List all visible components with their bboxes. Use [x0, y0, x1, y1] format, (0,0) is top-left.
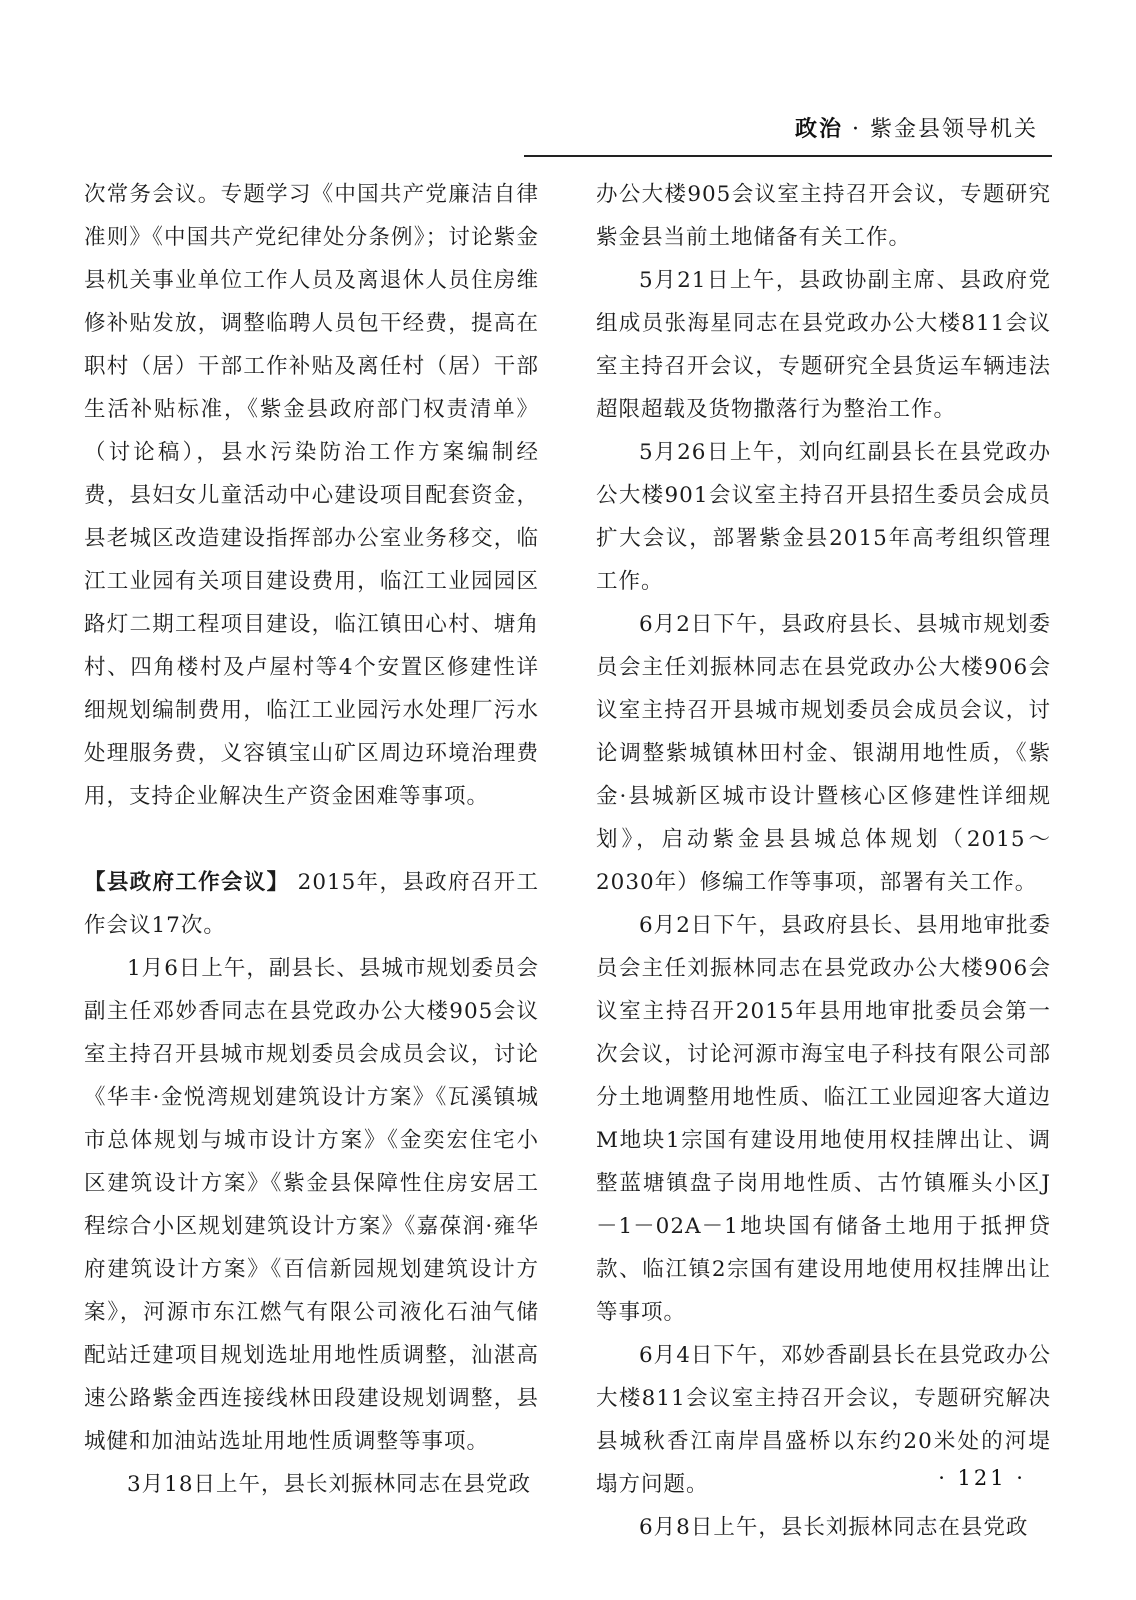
- header-section: 政治: [794, 117, 843, 142]
- section-title: 【县政府工作会议】: [84, 870, 290, 895]
- paragraph: 3月18日上午，县长刘振林同志在县党政: [127, 1472, 532, 1497]
- paragraph: 5月26日上午，刘向红副县长在县党政办公大楼901会议室主持召开县招生委员会成员扩大会议，部署紫金县2015年高考组织管理工作。: [596, 440, 1051, 594]
- paragraph: 6月4日下午，邓妙香副县长在县党政办公大楼811会议室主持召开会议，专题研究解决县城秋香江南岸昌盛桥以东约20米处的河堤塌方问题。: [596, 1343, 1051, 1497]
- paragraph: 6月2日下午，县政府县长、县用地审批委员会主任刘振林同志在县党政办公大楼906会议室主持召开2015年县用地审批委员会第一次会议，讨论河源市海宝电子科技有限公司部分土地调整用地性质、临江工业园迎客大道边M地块1宗国有建设用地使用权挂牌出让、调整蓝塘镇盘子岗用地性质、古竹镇雁头小区J－1－02A－1地块国有储备土地用于抵押贷款、临江镇2宗国有建设用地使用权挂牌出让等事项。: [596, 913, 1051, 1325]
- paragraph: 1月6日上午，副县长、县城市规划委员会副主任邓妙香同志在县党政办公大楼905会议室主持召开县城市规划委员会成员会议，讨论《华丰·金悦湾规划建筑设计方案》《瓦溪镇城市总体规划与城市设计方案》《金奕宏住宅小区建筑设计方案》《紫金县保障性住房安居工程综合小区规划建筑设计方案》《嘉葆润·雍华府建筑设计方案》《百信新园规划建筑设计方案》，河源市东江燃气有限公司液化石油气储配站迁建项目规划选址用地性质调整，汕湛高速公路紫金西连接线林田段建设规划调整，县城健和加油站选址用地性质调整等事项。: [84, 956, 539, 1454]
- running-header: [795, 112, 1038, 143]
- right-column: [596, 173, 1051, 1549]
- paragraph: 6月2日下午，县政府县长、县城市规划委员会主任刘振林同志在县党政办公大楼906会议室主持召开县城市规划委员会成员会议，讨论调整紫城镇林田村金、银湖用地性质，《紫金·县城新区城市设计暨核心区修建性详细规划》，启动紫金县县城总体规划（2015～2030年）修编工作等事项，部署有关工作。: [596, 612, 1051, 895]
- paragraph: 5月21日上午，县政协副主席、县政府党组成员张海星同志在县党政办公大楼811会议室主持召开会议，专题研究全县货运车辆违法超限超载及货物撒落行为整治工作。: [596, 268, 1051, 422]
- page-number: · 121 ·: [938, 1466, 1026, 1490]
- header-rule: [524, 155, 1052, 157]
- paragraph: 办公大楼905会议室主持召开会议，专题研究紫金县当前土地储备有关工作。: [596, 182, 1051, 250]
- paragraph: 6月8日上午，县长刘振林同志在县党政: [639, 1515, 1029, 1540]
- section-intro: 2015年，县政府召开工作会议17次。: [84, 870, 539, 938]
- section-paragraph: [84, 861, 539, 947]
- paragraph: 次常务会议。专题学习《中国共产党廉洁自律准则》《中国共产党纪律处分条例》；讨论紫金县机关事业单位工作人员及离退休人员住房维修补贴发放，调整临聘人员包干经费，提高在职村（居）干部工作补贴及离任村（居）干部生活补贴标准，《紫金县政府部门权责清单》（讨论稿），县水污染防治工作方案编制经费，县妇女儿童活动中心建设项目配套资金，县老城区改造建设指挥部办公室业务移交，临江工业园有关项目建设费用，临江工业园园区路灯二期工程项目建设，临江镇田心村、塘角村、四角楼村及卢屋村等4个安置区修建性详细规划编制费用，临江工业园污水处理厂污水处理服务费，义容镇宝山矿区周边环境治理费用，支持企业解决生产资金困难等事项。: [84, 182, 539, 809]
- header-separator: ·: [851, 117, 861, 142]
- left-column: [84, 173, 539, 1506]
- header-subsection: 紫金县领导机关: [869, 117, 1038, 142]
